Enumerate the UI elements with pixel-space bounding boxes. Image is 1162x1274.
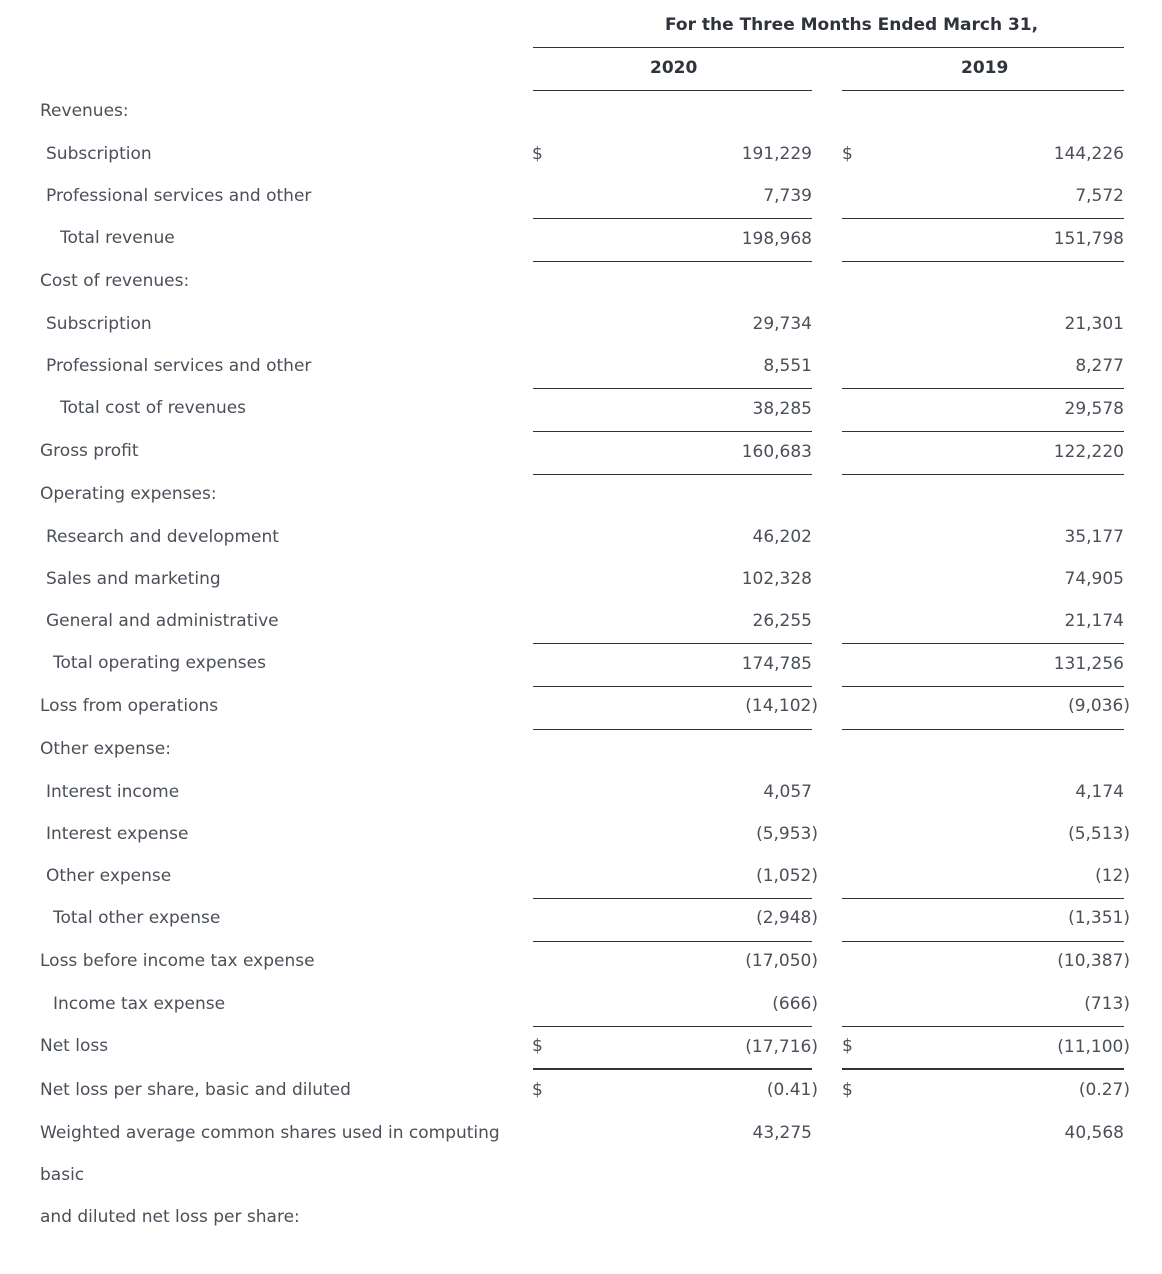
row-label: Total other expense	[53, 908, 221, 928]
value-2019: 35,177	[1064, 527, 1124, 547]
row-label: Revenues:	[40, 101, 129, 121]
value-2020: 46,202	[752, 527, 812, 547]
total-rule	[842, 686, 1124, 687]
subtotal-rule	[533, 1026, 812, 1027]
value-2019: 29,578	[1064, 399, 1124, 419]
value-2020: (17,050)	[745, 951, 818, 971]
currency-sign: $	[842, 1036, 853, 1056]
value-2020: 102,328	[741, 569, 812, 589]
subtotal-rule	[842, 643, 1124, 644]
value-2019: (1,351)	[1068, 908, 1130, 928]
value-2020: 26,255	[752, 611, 812, 631]
row-label: Interest expense	[46, 824, 189, 844]
row-label: Other expense	[46, 866, 172, 886]
value-2019: (5,513)	[1068, 824, 1130, 844]
value-2020: 43,275	[752, 1123, 812, 1143]
subtotal-rule	[533, 388, 812, 389]
currency-sign: $	[532, 1080, 543, 1100]
row-label: Gross profit	[40, 441, 139, 461]
row-label: Loss before income tax expense	[40, 951, 315, 971]
value-2020: 198,968	[741, 229, 812, 249]
row-label: Net loss	[40, 1036, 109, 1056]
value-2019: (0.27)	[1078, 1080, 1130, 1100]
total-rule	[533, 941, 812, 942]
subtotal-rule	[533, 898, 812, 899]
value-2020: 8,551	[763, 356, 812, 376]
header-rule	[533, 47, 1124, 48]
row-label: Weighted average common shares used in computing	[40, 1123, 500, 1143]
row-label: Loss from operations	[40, 696, 219, 716]
value-2019: 144,226	[1053, 144, 1124, 164]
subtotal-rule	[533, 218, 812, 219]
row-label: General and administrative	[46, 611, 279, 631]
value-2020: (5,953)	[756, 824, 818, 844]
value-2020: 4,057	[763, 782, 812, 802]
total-rule	[533, 474, 812, 475]
value-2020: (14,102)	[745, 696, 818, 716]
value-2019: 21,301	[1064, 314, 1124, 334]
row-label: Professional services and other	[46, 186, 312, 206]
currency-sign: $	[842, 144, 853, 164]
net-loss-rule	[533, 1068, 812, 1070]
row-label: Research and development	[46, 527, 279, 547]
row-label: Sales and marketing	[46, 569, 221, 589]
value-2019: 7,572	[1075, 186, 1124, 206]
row-label: Income tax expense	[53, 994, 226, 1014]
value-2020: 191,229	[741, 144, 812, 164]
value-2020: (17,716)	[745, 1037, 818, 1057]
value-2020: (1,052)	[756, 866, 818, 886]
total-rule	[842, 431, 1124, 432]
total-rule	[533, 729, 812, 730]
value-2019: (10,387)	[1057, 951, 1130, 971]
value-2020: 29,734	[752, 314, 812, 334]
value-2020: 160,683	[741, 442, 812, 462]
value-2020: 174,785	[741, 654, 812, 674]
subtotal-rule	[533, 643, 812, 644]
total-rule	[533, 686, 812, 687]
row-label: and diluted net loss per share:	[40, 1207, 300, 1227]
subtotal-rule	[842, 898, 1124, 899]
row-label: Cost of revenues:	[40, 271, 190, 291]
year-2019-header: 2019	[961, 58, 1009, 78]
total-rule	[533, 431, 812, 432]
year-2020-rule	[533, 90, 812, 91]
value-2019: 122,220	[1053, 442, 1124, 462]
value-2019: 21,174	[1064, 611, 1124, 631]
value-2020: 7,739	[763, 186, 812, 206]
row-label: Total revenue	[60, 228, 175, 248]
row-label: Total cost of revenues	[60, 398, 247, 418]
year-2020-header: 2020	[650, 58, 698, 78]
value-2020: 38,285	[752, 399, 812, 419]
value-2020: (2,948)	[756, 908, 818, 928]
value-2019: (9,036)	[1068, 696, 1130, 716]
value-2019: 131,256	[1053, 654, 1124, 674]
row-label: Operating expenses:	[40, 484, 217, 504]
subtotal-rule	[842, 388, 1124, 389]
row-label: Net loss per share, basic and diluted	[40, 1080, 351, 1100]
row-label: Subscription	[46, 144, 152, 164]
row-label: basic	[40, 1165, 85, 1185]
total-rule	[842, 729, 1124, 730]
value-2019: (12)	[1095, 866, 1130, 886]
row-label: Professional services and other	[46, 356, 312, 376]
total-rule	[533, 261, 812, 262]
currency-sign: $	[532, 1036, 543, 1056]
subtotal-rule	[842, 218, 1124, 219]
total-rule	[842, 261, 1124, 262]
value-2019: (11,100)	[1057, 1037, 1130, 1057]
value-2019: (713)	[1084, 994, 1130, 1014]
net-loss-rule	[842, 1068, 1124, 1070]
row-label: Interest income	[46, 782, 180, 802]
value-2020: (0.41)	[766, 1080, 818, 1100]
currency-sign: $	[842, 1080, 853, 1100]
value-2019: 4,174	[1075, 782, 1124, 802]
row-label: Total operating expenses	[53, 653, 266, 673]
value-2019: 40,568	[1064, 1123, 1124, 1143]
value-2020: (666)	[772, 994, 818, 1014]
currency-sign: $	[532, 144, 543, 164]
value-2019: 151,798	[1053, 229, 1124, 249]
period-title: For the Three Months Ended March 31,	[665, 15, 1039, 35]
total-rule	[842, 474, 1124, 475]
total-rule	[842, 941, 1124, 942]
value-2019: 74,905	[1064, 569, 1124, 589]
value-2019: 8,277	[1075, 356, 1124, 376]
year-2019-rule	[842, 90, 1124, 91]
row-label: Subscription	[46, 314, 152, 334]
row-label: Other expense:	[40, 739, 171, 759]
subtotal-rule	[842, 1026, 1124, 1027]
